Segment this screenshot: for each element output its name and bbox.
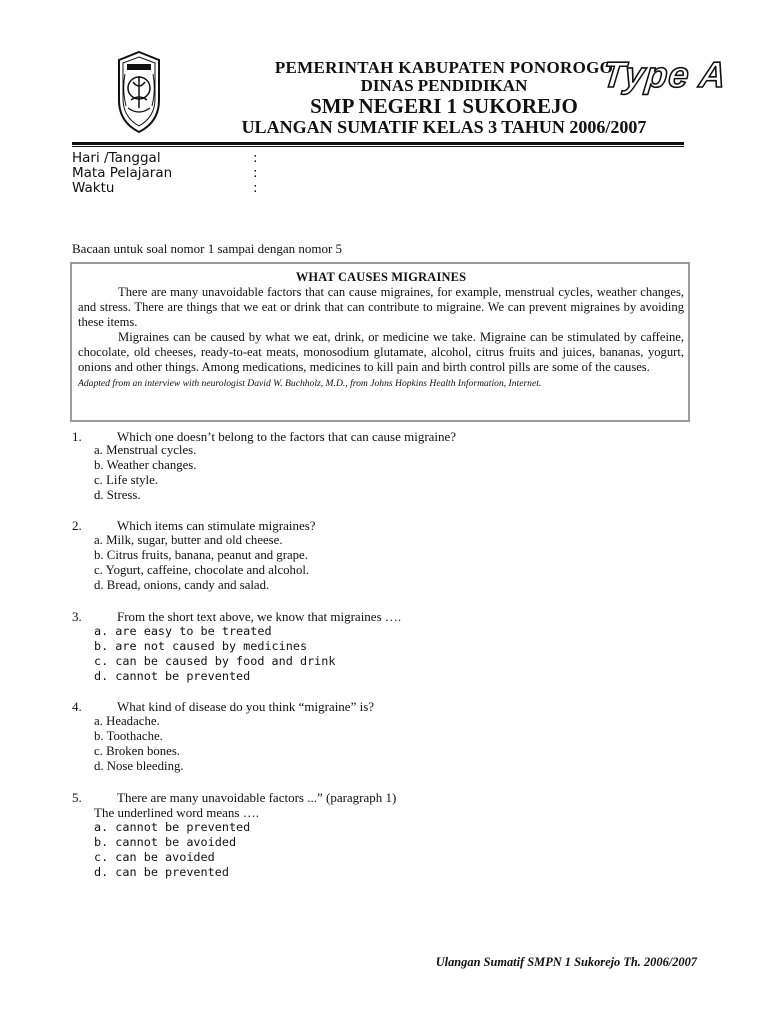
date-label: Hari /Tanggal <box>72 150 161 166</box>
reading-passage-box <box>70 262 690 422</box>
passage-paragraph-1: There are many unavoidable factors that can cause migraines, for example, menstrual cycles, weather changes, and stress. There are things that we eat or drink that can contribute to migraine. We can prevent migraines by avoiding these items. <box>78 285 684 329</box>
exam-title: ULANGAN SUMATIF KELAS 3 TAHUN 2006/2007 <box>241 117 647 137</box>
question-number: 1. <box>72 429 82 444</box>
option-d: d. can be prevented <box>94 865 229 879</box>
option-b: b. Weather changes. <box>94 458 197 472</box>
option-d: d. Bread, onions, candy and salad. <box>94 578 270 592</box>
option-c: c. Life style. <box>94 473 158 487</box>
reading-intro: Bacaan untuk soal nomor 1 sampai dengan nomor 5 <box>72 241 343 256</box>
question-stem: Which items can stimulate migraines? <box>117 518 316 533</box>
option-c: c. Broken bones. <box>94 744 181 758</box>
option-b: b. Citrus fruits, banana, peanut and grape. <box>94 548 308 562</box>
subject-colon: : <box>253 165 258 181</box>
question-number: 3. <box>72 609 82 624</box>
option-a: a. Headache. <box>94 714 160 728</box>
option-b: b. are not caused by medicines <box>94 639 308 653</box>
page-footer: Ulangan Sumatif SMPN 1 Sukorejo Th. 2006/2007 <box>435 955 697 969</box>
question-stem: Which one doesn’t belong to the factors that can cause migraine? <box>117 429 457 444</box>
question-number: 2. <box>72 518 82 533</box>
passage-title: WHAT CAUSES MIGRAINES <box>295 270 467 284</box>
question-number: 5. <box>72 790 82 805</box>
question-stem: From the short text above, we know that migraines …. <box>117 609 402 624</box>
department-heading: DINAS PENDIDIKAN <box>360 76 528 95</box>
option-c: c. Yogurt, caffeine, chocolate and alcohol. <box>94 563 310 577</box>
question-stem: There are many unavoidable factors ...” (paragraph 1) <box>117 790 397 805</box>
option-d: d. cannot be prevented <box>94 669 251 683</box>
option-c: c. can be avoided <box>94 850 215 864</box>
option-a: a. are easy to be treated <box>94 624 272 638</box>
date-colon: : <box>253 150 258 166</box>
government-heading: PEMERINTAH KABUPATEN PONOROGO <box>274 58 614 77</box>
option-d: d. Nose bleeding. <box>94 759 184 773</box>
time-label: Waktu <box>72 180 115 196</box>
type-label: Type A <box>600 54 729 95</box>
passage-source: Adapted from an interview with neurologist David W. Buchholz, M.D., from Johns Hopkins Health Information, Internet. <box>78 378 542 389</box>
time-colon: : <box>253 180 258 196</box>
question-number: 4. <box>72 699 82 714</box>
option-b: b. Toothache. <box>94 729 163 743</box>
passage-paragraph-2: Migraines can be caused by what we eat, drink, or medicine we take. Migraine can be stimulated by caffeine, chocolate, old cheeses, ready-to-eat meats, monosodium glutamate, alcohol, citrus fruits and juices, bananas, yogurt, onions and other things. Among medications, medicines to kill pain and birth control pills are some of the causes. <box>78 330 684 374</box>
header-divider-thin <box>72 146 684 147</box>
subject-label: Mata Pelajaran <box>72 165 173 181</box>
header-divider <box>72 142 684 145</box>
option-a: a. Milk, sugar, butter and old cheese. <box>94 533 283 547</box>
option-a: a. cannot be prevented <box>94 820 251 834</box>
question-subline: The underlined word means …. <box>94 805 259 820</box>
option-c: c. can be caused by food and drink <box>94 654 336 668</box>
school-name: SMP NEGERI 1 SUKOREJO <box>310 94 578 118</box>
question-stem: What kind of disease do you think “migraine” is? <box>117 699 375 714</box>
option-d: d. Stress. <box>94 488 141 502</box>
option-a: a. Menstrual cycles. <box>94 443 197 457</box>
option-b: b. cannot be avoided <box>94 835 237 849</box>
